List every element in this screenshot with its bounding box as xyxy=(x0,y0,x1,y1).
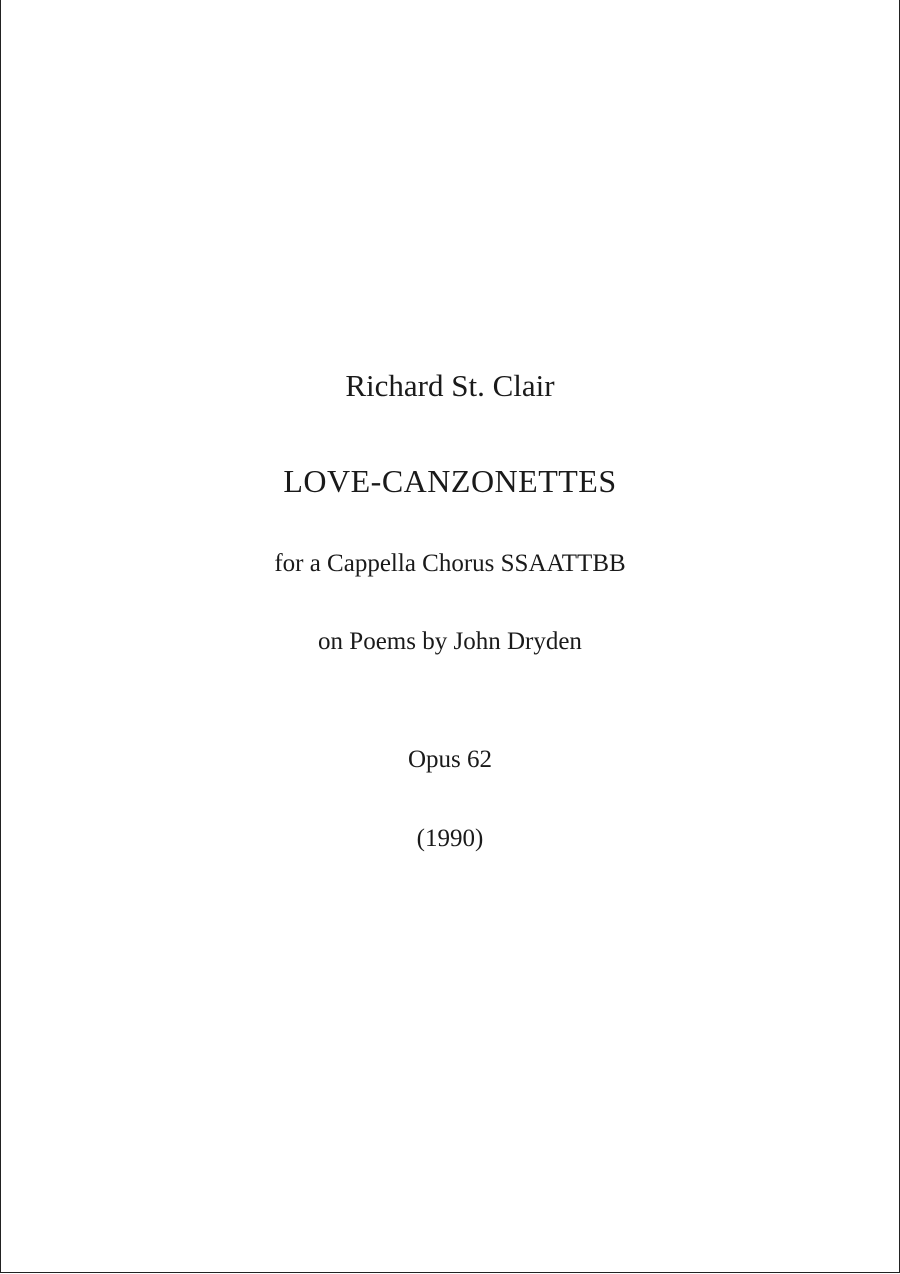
composition-year: (1990) xyxy=(416,825,484,852)
composer-name: Richard St. Clair xyxy=(345,368,555,403)
text-source-line: on Poems by John Dryden xyxy=(318,628,582,655)
work-title: LOVE-CANZONETTES xyxy=(283,463,617,499)
opus-number: Opus 62 xyxy=(407,746,493,773)
instrumentation-line: for a Cappella Chorus SSAATTBB xyxy=(274,550,626,577)
